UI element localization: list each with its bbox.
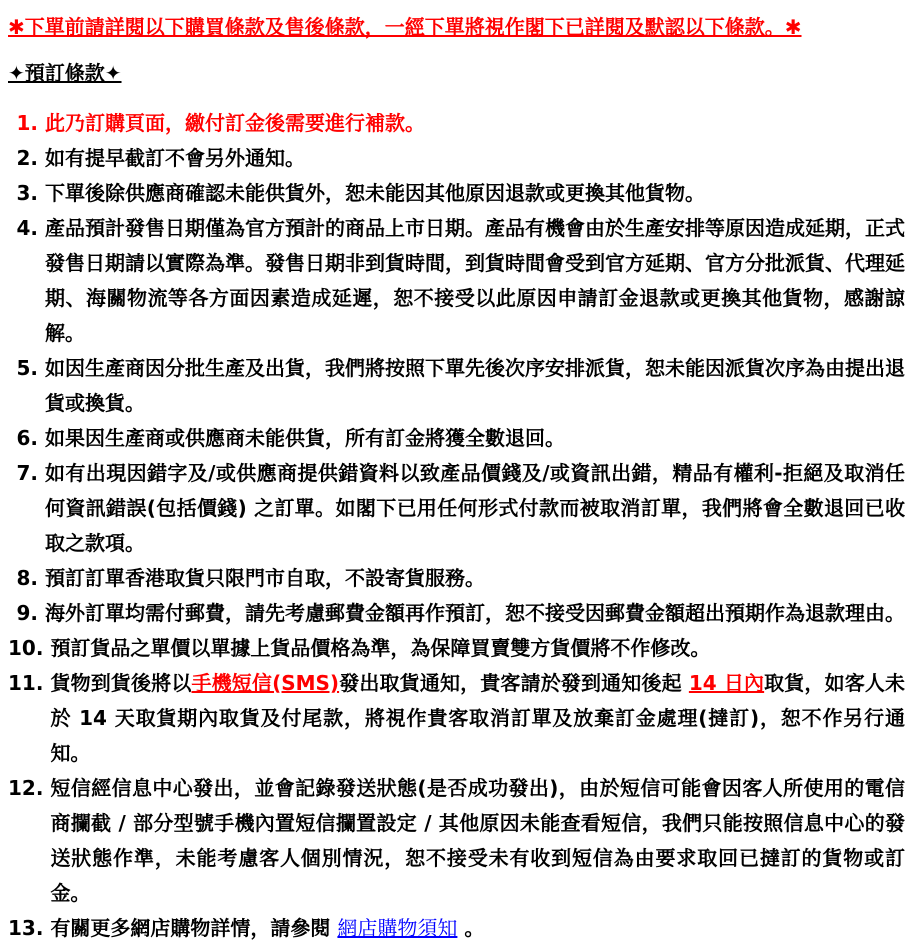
term-item-9 [8, 596, 905, 631]
term-item-11 [8, 666, 905, 771]
item-text: 海外訂單均需付郵費，請先考慮郵費金額再作預訂，恕不接受因郵費金額超出預期作為退款理由。 [45, 601, 905, 625]
item-number: 11. [8, 671, 44, 695]
term-item-10 [8, 631, 905, 666]
item-text: 下單後除供應商確認未能供貨外，恕未能因其他原因退款或更換其他貨物。 [45, 181, 705, 205]
term-item-3 [8, 176, 905, 211]
top-notice: ✱下單前請詳閱以下購買條款及售後條款，一經下單將視作閣下已詳閱及默認以下條款。✱ [8, 15, 802, 39]
item-text: 如有出現因錯字及/或供應商提供錯資料以致產品價錢及/或資訊出錯，精品有權利-拒絕及取消任何資訊錯誤(包括價錢) 之訂單。如閣下已用任何形式付款而被取消訂單，我們將會全數退回已收取之款項。 [45, 461, 905, 555]
item-number: 1. [16, 111, 38, 135]
item-number: 5. [16, 356, 38, 380]
item-number: 8. [16, 566, 38, 590]
term-item-1 [8, 106, 905, 141]
item-text [43, 911, 905, 946]
item-number: 12. [8, 776, 44, 800]
term-item-6 [8, 421, 905, 456]
pickup-deadline-highlight: 14 日內 [688, 671, 765, 695]
item-number: 10. [8, 636, 44, 660]
shop-guide-link[interactable]: 網店購物須知 [337, 916, 458, 940]
item-text: 預訂貨品之單價以單據上貨品價格為準，為保障買賣雙方貨價將不作修改。 [50, 636, 711, 660]
item-text: 短信經信息中心發出，並會記錄發送狀態(是否成功發出)，由於短信可能會因客人所使用的電信商攔截 / 部分型號手機內置短信攔置設定 / 其他原因未能查看短信，我們只能按照信息中心的發送狀態作準，未能考慮客人個別情況，恕不接受未有收到短信為由要求取回已撻訂的貨物或訂金。 [50, 776, 905, 905]
item-text [43, 666, 905, 771]
item-number: 7. [16, 461, 38, 485]
section-title: ✦預訂條款✦ [8, 61, 122, 85]
sms-notice-highlight: 手機短信(SMS) [191, 671, 340, 695]
item-number: 13. [8, 916, 44, 940]
item-text: 如因生產商因分批生產及出貨，我們將按照下單先後次序安排派貨，恕未能因派貨次序為由提出退貨或換貨。 [45, 356, 905, 415]
term-item-7 [8, 456, 905, 561]
term-item-4 [8, 211, 905, 351]
item-number: 3. [16, 181, 38, 205]
item-number: 4. [16, 216, 38, 240]
term-item-8 [8, 561, 905, 596]
item-text: 產品預計發售日期僅為官方預計的商品上市日期。產品有機會由於生產安排等原因造成延期，正式發售日期請以實際為準。發售日期非到貨時間，到貨時間會受到官方延期、官方分批派貨、代理延期、海關物流等各方面因素造成延遲，恕不接受以此原因申請訂金退款或更換其他貨物，感謝諒解。 [45, 216, 905, 345]
item-number: 2. [16, 146, 38, 170]
item-text: 如有提早截訂不會另外通知。 [45, 146, 305, 170]
term-item-5 [8, 351, 905, 421]
term-item-13 [8, 911, 905, 946]
item-text-segment: 。 [457, 916, 485, 940]
item-text: 預訂訂單香港取貨只限門市自取，不設寄貨服務。 [45, 566, 485, 590]
item-text: 如果因生產商或供應商未能供貨，所有訂金將獲全數退回。 [45, 426, 565, 450]
item-text-segment: 取貨，如客人未於 14 天取貨期內取貨及付尾款，將視作貴客取消訂單及放棄訂金處理(撻訂)，恕不作另行通知。 [50, 671, 906, 765]
term-item-12 [8, 771, 905, 911]
item-number: 6. [16, 426, 38, 450]
item-number: 9. [16, 601, 38, 625]
item-text: 此乃訂購頁面，繳付訂金後需要進行補款。 [45, 111, 425, 135]
terms-list [8, 106, 905, 946]
item-text-segment: 發出取貨通知，貴客請於發到通知後起 [339, 671, 689, 695]
item-text-segment: 有關更多網店購物詳情，請參閱 [50, 916, 338, 940]
item-text-segment: 貨物到貨後將以 [50, 671, 192, 695]
term-item-2 [8, 141, 905, 176]
